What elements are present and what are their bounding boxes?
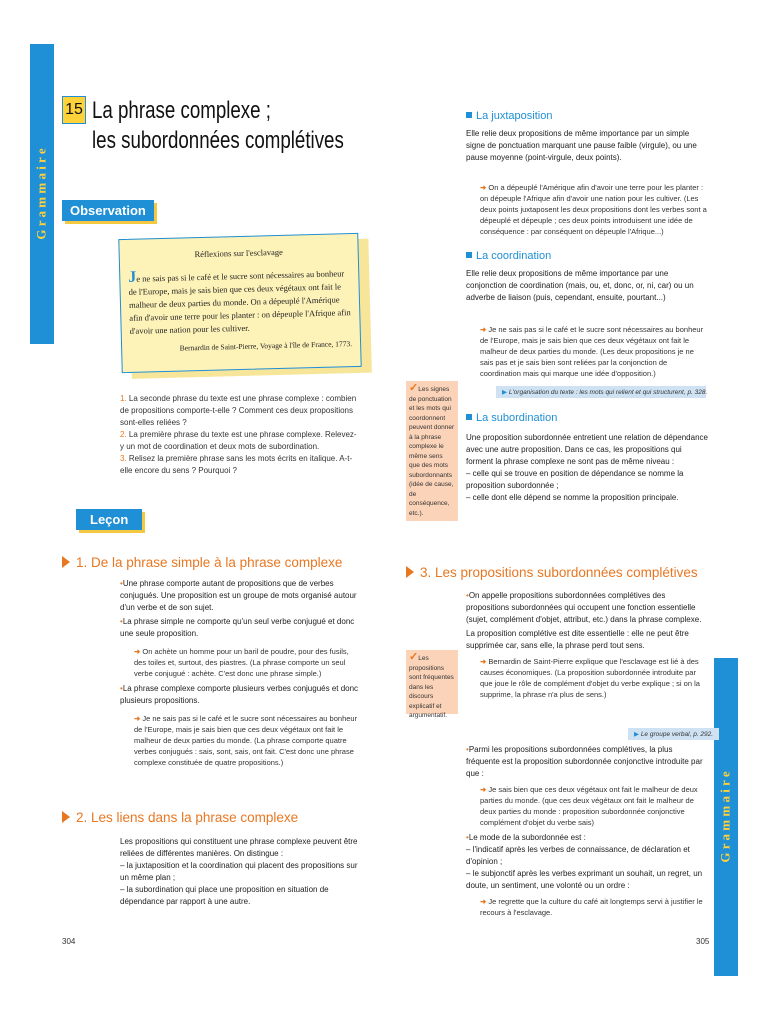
section3-p2: La proposition complétive est dite essentielle : elle ne peut être supprimée car, sans elle, la phrase perd tout sens. [466,629,689,650]
reading-body: e ne sais pas si le café et le sucre sont nécessaires au bonheur de l'Europe, mais je sais bien que ces deux végétaux ont fait le malheur de deux parties du monde. On a dépeuplé l'Amérique afin d'avoir une terre pour les planter : on dépeuple l'Afrique afin d'avoir une nation pour les cultiver. [128,268,351,336]
arrow-icon: ➜ [480,897,489,906]
subordination-l1: – celle qui se trouve en position de dépendance se nomme la proposition subordonnée ; [466,469,684,490]
pointer-icon: ▶ [502,389,509,396]
section2-l1: – la juxtaposition et la coordination qui placent des propositions sur un même plan ; [120,861,358,882]
section1-body [120,578,360,768]
side-tab-label-right: G r a m m a i r e [718,771,734,863]
triangle-icon [62,556,70,568]
title-line-2: les subordonnées complétives [92,127,344,154]
section3-p1: •On appelle propositions subordonnées complétives des propositions subordonnées qui occupent une fonction essentielle (sujet, complément d'objet, attribut, etc.) dans la phrase complexe. [466,591,702,624]
page-number-left: 304 [62,937,76,946]
question-text: La seconde phrase du texte est une phrase complexe : combien de propositions comporte-t-elle ? Comment ces deux propositions sont-elles reliées ? [120,394,357,427]
side-tab-left [30,44,54,344]
arrow-icon: ➜ [134,647,143,656]
lecon-label: Leçon [76,509,142,530]
arrow-icon: ➜ [134,714,143,723]
side-tab-label: G r a m m a i r e [34,148,50,240]
section3-block2 [466,744,708,918]
question-number: 1. [120,394,127,403]
section3-heading [406,565,698,580]
square-icon [466,252,472,258]
square-icon [466,414,472,420]
section3-heading-text: 3. Les propositions subordonnées complétives [420,565,698,580]
section3-ex1: ➜ Bernardin de Saint-Pierre explique que l'esclavage est lié à des causes économiques. (La proposition subordonnée introduite par que joue le rôle de complément d'objet du verbe explique ; si on la supprime, la phrase n'a plus de sens.) [480,657,700,699]
check-icon: ✓ [409,382,419,394]
section1-p1: •Une phrase comporte autant de propositions que de verbes conjugués. Une proposition est un groupe de mots organisé autour d'un verbe et de son sujet. [120,579,357,612]
margin-note-1: ✓Les signes de ponctuation et les mots qui coordonnent peuvent donner à la phrase complexe le même sens que des mots subordonnants (idée de cause, de conséquence, etc.). [406,381,458,521]
question-number: 2. [120,430,127,439]
subordination-body [466,432,708,504]
coordination-heading: La coordination [466,250,551,262]
section1-p2: •La phrase simple ne comporte qu'un seul verbe conjugué et donc une seule proposition. [120,617,355,638]
chapter-number: 15 [62,96,86,124]
juxtaposition-example: ➜ On a dépeuplé l'Amérique afin d'avoir une terre pour les planter : on dépeuple l'Afrique afin d'avoir une nation pour les cultiver. (Les deux points juxtaposent les deux propositions dont les verbes sont a dépeuplé et dépeuple ; ces deux points introduisent une idée de conséquence : par conséquent on dépeuple l'Afrique...) [480,183,707,236]
question-text: Relisez la première phrase sans les mots écrits en italique. A-t-elle encore du sens ? Pourquoi ? [120,454,353,475]
title-line-1: La phrase complexe ; [92,97,271,124]
section3-ex3: ➜ Je regrette que la culture du café ait longtemps servi à justifier le recours à l'esclavage. [480,897,703,917]
square-icon [466,112,472,118]
section3-l1: – l'indicatif après les verbes de connaissance, de déclaration et d'opinion ; [466,845,690,866]
section1-heading [62,555,342,570]
question-item [120,393,360,429]
juxtaposition-heading: La juxtaposition [466,110,552,122]
section2-heading-text: 2. Les liens dans la phrase complexe [76,810,299,825]
question-item [120,453,360,477]
section2-body [120,836,360,908]
section1-p3: •La phrase complexe comporte plusieurs verbes conjugués et donc plusieurs propositions. [120,684,359,705]
section1-ex1: ➜ On achète un homme pour un baril de poudre, pour des fusils, des toiles et, surtout, des piastres. (La phrase comporte un seul verbe conjugué : achète. C'est donc une phrase simple.) [134,647,349,678]
juxtaposition-text: Elle relie deux propositions de même importance par un simple signe de ponctuation marquant une pause faible (virgule), ou une pause moyenne (point-virgule, deux points). [466,129,697,162]
coordination-example: ➜ Je ne sais pas si le café et le sucre sont nécessaires au bonheur de l'Europe, mais je sais bien que ces deux végétaux ont fait le malheur de deux parties du monde. (Les deux propositions je ne sais pas et je sais bien sont reliées par la conjonction de coordination mais qui marque une idée d'opposition.) [480,325,704,378]
section3-l2: – le subjonctif après les verbes exprimant un souhait, un regret, un doute, un sentiment, une volonté ou un ordre : [466,869,703,890]
coordination-ref[interactable]: ▶ L'organisation du texte : les mots qui relient et qui structurent, p. 328. [496,386,706,398]
arrow-icon: ➜ [480,657,489,666]
subordination-heading: La subordination [466,412,557,424]
section2-heading [62,810,298,825]
section1-ex2: ➜ Je ne sais pas si le café et le sucre sont nécessaires au bonheur de l'Europe, mais je sais bien que ces deux végétaux ont fait le malheur de deux parties du monde. (La phrase comporte quatre verbes conjugués : sais, sont, sais, ont fait. C'est donc une phrase complexe constituée de quatre propositions.) [134,714,358,767]
section3-p4: •Le mode de la subordonnée est : [466,833,586,842]
subordination-text: Une proposition subordonnée entretient une relation de dépendance avec une autre proposition. Dans ce cas, les propositions qui forment la phrase complexe ne sont pas de même niveau : [466,433,708,466]
reading-text [128,265,352,338]
reading-box [118,233,361,373]
questions [120,393,360,477]
section3-ref[interactable]: ▶ Le groupe verbal, p. 292. [628,728,719,740]
section2-l2: – la subordination qui place une proposition en situation de dépendance par rapport à une autre. [120,885,329,906]
margin-note-2: ✓Les propositions sont fréquentes dans les discours explicatif et argumentatif. [406,650,458,714]
section3-p3: •Parmi les propositions subordonnées complétives, la plus fréquente est la proposition subordonnée conjonctive introduite par que : [466,745,703,778]
check-icon: ✓ [409,651,419,663]
observation-label: Observation [62,200,154,221]
page-number-right: 305 [696,937,710,946]
section3-ex2: ➜ Je sais bien que ces deux végétaux ont fait le malheur de deux parties du monde. (que ces deux végétaux ont fait le malheur de deux parties du monde : proposition subordonnée conjonctive complément d'objet du verbe sais) [480,785,698,827]
reading-dropcap: J [128,268,137,286]
arrow-icon: ➜ [480,183,489,192]
triangle-icon [62,811,70,823]
question-text: La première phrase du texte est une phrase complexe. Relevez-y un mot de coordination et deux mots de subordination. [120,430,357,451]
page-title [92,96,344,156]
arrow-icon: ➜ [480,785,489,794]
question-item [120,429,360,453]
triangle-icon [406,566,414,578]
side-tab-right [714,658,738,976]
section3-block1 [466,590,708,700]
pointer-icon: ▶ [634,731,641,738]
reading-source: Bernardin de Saint-Pierre, Voyage à l'île de France, 1773. [179,339,353,353]
section1-heading-text: 1. De la phrase simple à la phrase complexe [76,555,343,570]
subordination-l2: – celle dont elle dépend se nomme la proposition principale. [466,493,679,502]
arrow-icon: ➜ [480,325,489,334]
section2-p1: Les propositions qui constituent une phrase complexe peuvent être reliées de différentes manières. On distingue : [120,837,358,858]
reading-title: Réflexions sur l'esclavage [194,246,284,260]
coordination-text: Elle relie deux propositions de même importance par une conjonction de coordination (mais, ou, et, donc, or, ni, car) ou un adverbe de liaison (puis, cependant, ensuite, pourtant...) [466,269,694,302]
question-number: 3. [120,454,127,463]
